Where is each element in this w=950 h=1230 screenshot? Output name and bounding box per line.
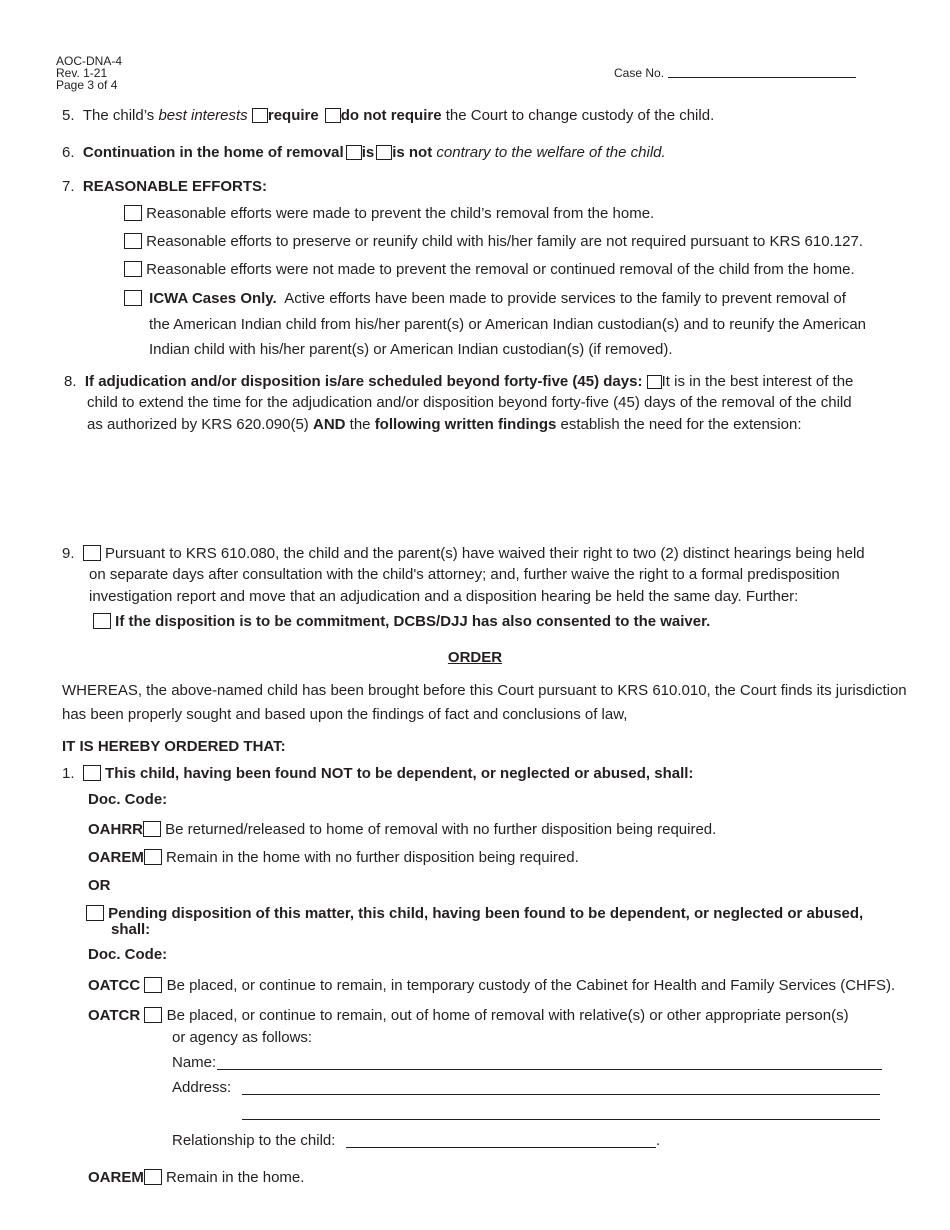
efforts-made-checkbox[interactable]	[124, 205, 142, 221]
item-9-line-2: on separate days after consultation with the child's attorney; and, further waive the right to a formal predisposition	[89, 566, 840, 583]
not-dependent-checkbox[interactable]	[83, 765, 101, 781]
name-field[interactable]	[217, 1069, 882, 1070]
order-title: ORDER	[447, 649, 503, 666]
address-label: Address:	[172, 1079, 232, 1096]
pending-line-2: shall:	[111, 921, 151, 938]
page-number: Page 3 of 4	[56, 78, 118, 92]
is-checkbox[interactable]	[346, 145, 362, 160]
item-7-heading: 7. REASONABLE EFFORTS:	[62, 178, 268, 195]
efforts-not-made-checkbox[interactable]	[124, 261, 142, 277]
oarem-2-option: OAREM Remain in the home.	[88, 1169, 305, 1186]
doc-code-label: Doc. Code:	[88, 791, 168, 808]
commitment-option: If the disposition is to be commitment, DCBS/DJJ has also consented to the waiver.	[93, 613, 710, 631]
item-5: 5. The child’s best interests require do not require the Court to change custody of the child.	[62, 107, 715, 124]
pending-checkbox[interactable]	[86, 905, 104, 921]
oatcr-line-2: or agency as follows:	[172, 1029, 313, 1046]
relationship-field[interactable]	[346, 1147, 656, 1148]
is-not-checkbox[interactable]	[376, 145, 392, 160]
icwa-option: ICWA Cases Only. Active efforts have been made to provide services to the family to prevent removal of	[124, 290, 846, 308]
or-label: OR	[88, 877, 111, 894]
address-field-2[interactable]	[242, 1119, 880, 1120]
item-8-line-3: as authorized by KRS 620.090(5) AND the following written findings establish the need for the extension:	[87, 416, 802, 433]
extension-checkbox[interactable]	[647, 375, 662, 389]
efforts-not-required-checkbox[interactable]	[124, 233, 142, 249]
require-checkbox[interactable]	[252, 108, 268, 123]
address-field-1[interactable]	[242, 1094, 880, 1095]
case-no-label: Case No.	[614, 66, 665, 80]
oahrr-checkbox[interactable]	[143, 821, 161, 837]
reasonable-efforts-made-option: Reasonable efforts were made to prevent the child’s removal from the home.	[124, 205, 654, 223]
icwa-checkbox[interactable]	[124, 290, 142, 306]
item-8-line-1: 8. If adjudication and/or disposition is/are scheduled beyond forty-five (45) days: It is in the best interest of the	[64, 373, 854, 390]
form-id: AOC-DNA-4	[56, 54, 123, 68]
item-9-line-3: investigation report and move that an adjudication and a disposition hearing be held the same day. Further:	[89, 588, 799, 605]
oarem-2-checkbox[interactable]	[144, 1169, 162, 1185]
whereas-line-2: has been properly sought and based upon the findings of fact and conclusions of law,	[62, 706, 628, 723]
efforts-not-made-option: Reasonable efforts were not made to prevent the removal or continued removal of the child from the home.	[124, 261, 855, 279]
ordered-heading: IT IS HEREBY ORDERED THAT:	[62, 738, 286, 755]
oatcr-checkbox[interactable]	[144, 1007, 162, 1023]
whereas-line-1: WHEREAS, the above-named child has been brought before this Court pursuant to KRS 610.010, the Court finds its jurisdiction	[62, 682, 907, 699]
oahrr-option: OAHRR Be returned/released to home of removal with no further disposition being required.	[88, 821, 717, 838]
oatcc-option: OATCC Be placed, or continue to remain, in temporary custody of the Cabinet for Health and Family Services (CHFS).	[88, 977, 896, 994]
pending-option: Pending disposition of this matter, this child, having been found to be dependent, or neglected or abused,	[86, 905, 863, 923]
commitment-checkbox[interactable]	[93, 613, 111, 629]
icwa-text-line-3: Indian child with his/her parent(s) or American Indian custodian(s) (if removed).	[149, 341, 673, 358]
do-not-require-checkbox[interactable]	[325, 108, 341, 123]
relationship-period: .	[656, 1132, 661, 1149]
icwa-text-line-2: the American Indian child from his/her parent(s) or American Indian custodian(s) and to reunify the American	[149, 316, 867, 333]
case-no-field[interactable]	[668, 77, 856, 78]
efforts-not-required-option: Reasonable efforts to preserve or reunify child with his/her family are not required pursuant to KRS 610.127.	[124, 233, 863, 251]
revision: Rev. 1-21	[56, 66, 108, 80]
written-findings-area[interactable]	[87, 440, 886, 535]
item-6: 6. Continuation in the home of removal is is not contrary to the welfare of the child.	[62, 144, 666, 161]
relationship-label: Relationship to the child:	[172, 1132, 336, 1149]
oatcr-option: OATCR Be placed, or continue to remain, out of home of removal with relative(s) or other appropriate person(s)	[88, 1007, 849, 1024]
item-9-line-1: 9. Pursuant to KRS 610.080, the child and the parent(s) have waived their right to two (2) distinct hearings being held	[62, 545, 865, 562]
waiver-checkbox[interactable]	[83, 545, 101, 561]
name-label: Name:	[172, 1054, 217, 1071]
doc-code-label-2: Doc. Code:	[88, 946, 168, 963]
order-1: 1. This child, having been found NOT to be dependent, or neglected or abused, shall:	[62, 765, 694, 782]
oarem-option: OAREM Remain in the home with no further disposition being required.	[88, 849, 579, 866]
item-8-line-2: child to extend the time for the adjudication and/or disposition beyond forty-five (45) days of the removal of the child	[87, 394, 852, 411]
oatcc-checkbox[interactable]	[144, 977, 162, 993]
oarem-checkbox[interactable]	[144, 849, 162, 865]
